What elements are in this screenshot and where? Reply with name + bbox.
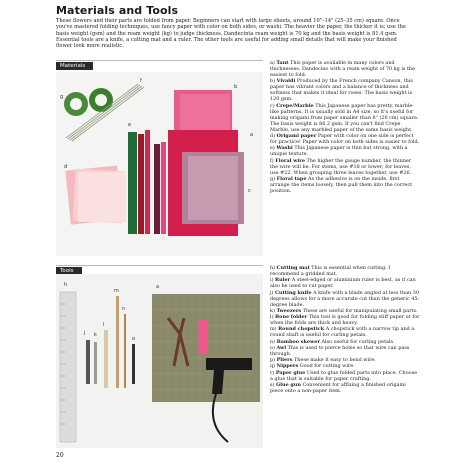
list-item: g) Floral tape As the adhesive is on the inside, first arrange the items loosely, then pull them into the correct position. <box>270 176 413 195</box>
photo-label-o: o <box>132 336 136 342</box>
list-item: c) Crepe/Marble This Japanese paper has pretty, marble-like patterns. It is usually sold in A4 size, so it's useful for making origami from paper smaller than 8" (20 cm) square. The basis weight is 86.2 gsm. If you can't find Crepe Marble, use any marbled paper of the same basis weight. <box>270 102 419 133</box>
list-item: l) Bone folder This tool is good for folding stiff paper or for when the folds are thick and heavy. <box>270 314 420 327</box>
cutting-knife <box>86 340 90 384</box>
materials-list <box>270 60 420 194</box>
list-item: d) Origami paper Paper with color on one side is perfect for practice! Paper with color on both sides is easier to fold. <box>270 133 420 146</box>
tools-tag: Tools <box>56 267 82 275</box>
list-item: j) Cutting knife A knife with a blade angled at less than 30 degrees allows for a more accurate cut than the generic 45-degree blade. <box>270 289 420 308</box>
list-item: e) Washi This Japanese paper is thin but strong, with a unique texture. <box>270 145 408 158</box>
photo-label-h: h <box>64 282 68 288</box>
photo-label-g: g <box>60 94 64 100</box>
paper-glue <box>198 320 208 354</box>
bamboo-skewer <box>124 314 126 388</box>
photo-label-j: j <box>84 330 86 336</box>
materials-illustration <box>56 72 263 256</box>
list-item: m) Round chopstick A chopstick with a narrow tip and a round shaft is useful for curling petals. <box>270 326 415 339</box>
list-item: f) Floral wire The higher the gauge number, the thinner the wire will be. For stems, use #18 or lower; for leaves, use #22. When grouping three leaves together, use #26. <box>270 157 412 176</box>
bone-folder <box>104 330 108 388</box>
washi-strip <box>128 132 137 234</box>
photo-label-n: n <box>122 306 126 312</box>
photo-label-a: a <box>156 284 160 290</box>
list-item: b) Vivaldi Produced by the French company Canson, this paper has vibrant colors and a balance of thickness and softness that makes it ideal for roses. The basis weight is 120 gsm. <box>270 78 413 103</box>
photo-label-f: f <box>140 78 142 84</box>
round-chopstick <box>116 296 119 388</box>
list-item: o) Awl This is used to pierce holes so that wire can pass through. <box>270 344 410 357</box>
awl <box>132 344 135 384</box>
list-item: n) Bamboo skewer Also useful for curling petals. <box>270 338 395 345</box>
photo-label-b: b <box>234 84 238 90</box>
materials-section-header <box>56 60 263 70</box>
intro-paragraph <box>56 18 412 49</box>
photo-label-k: k <box>94 332 97 338</box>
photo-label-d: d <box>64 164 68 170</box>
intro-text: These flowers and their parts are folded from paper. Beginners can start with large sheets, around 10"–14" (25–35 cm) square. Once you've mastered folding techniques, use fancy paper with color on both sides, or washi. The heavier the paper, the thicker it is; use the basis weight (gsm) and the ream weight (kg) to judge thickness. Dandecinta ream weight is 70 kg and the basis weight is 81.4 gsm. Essential tools are a knife, a cutting mat and a ruler. The other tools are useful for adding small details that will make your finished flower look more realistic. <box>56 18 406 50</box>
tools-list <box>270 265 420 394</box>
page-number: 20 <box>56 452 64 459</box>
photo-label-l: l <box>103 322 105 328</box>
photo-label-a: a <box>250 132 254 138</box>
list-item: h) Cutting mat This is essential when cutting. I recommend a gridded mat. <box>270 265 391 278</box>
list-item: i) Ruler A steel-edged or aluminium ruler is best, as it can also be used to cut paper. <box>270 277 416 290</box>
materials-photo <box>56 72 263 256</box>
page-title: Materials and Tools <box>56 4 179 17</box>
list-item: r) Paper glue Used to glue folded parts into place. Choose a glue that is suitable for paper crafting. <box>270 369 417 382</box>
tools-letter-labels <box>64 282 159 342</box>
ruler <box>60 292 76 442</box>
list-item: p) Pliers These make it easy to bend wire. <box>270 357 376 364</box>
photo-label-e: e <box>128 122 132 128</box>
tools-illustration <box>56 274 263 448</box>
tweezers <box>94 342 97 384</box>
list-item: q) Nippers Good for cutting wire. <box>270 363 355 370</box>
list-item: a) Tant This paper is available in many colors and thicknesses. Dandecino with a ream weight of 70 kg is the easiest to fold. <box>270 60 415 79</box>
tools-photo <box>56 274 263 448</box>
photo-label-c: c <box>248 188 251 194</box>
photo-label-m: m <box>114 288 119 294</box>
list-item: s) Glue gun Convenient for affixing a finished origami piece onto a non-paper item. <box>270 381 406 394</box>
list-item: k) Tweezers These are useful for manipulating small parts. <box>270 307 418 314</box>
materials-tag: Materials <box>56 62 93 70</box>
